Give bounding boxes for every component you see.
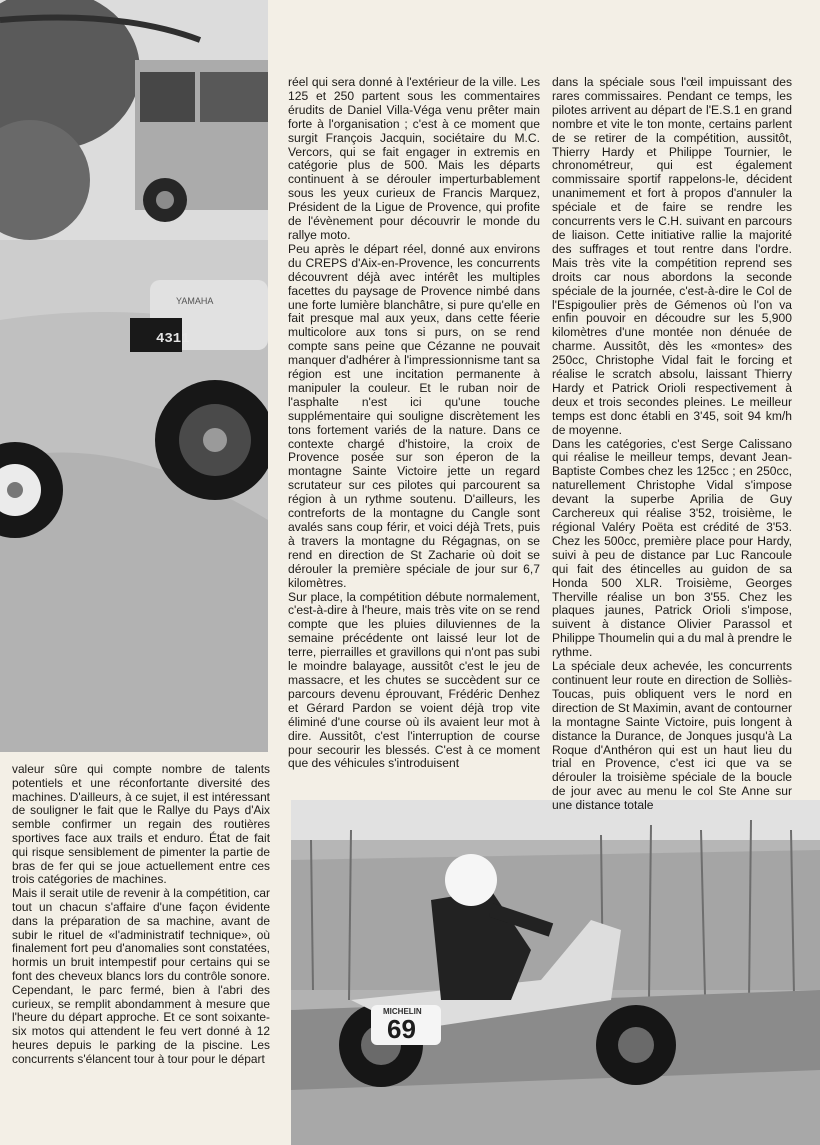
paragraph: Dans les catégories, c'est Serge Calissano qui réalise le meilleur temps, devant Jean-Baptiste Combes chez les 125cc ; en 250cc, naturellement Christophe Vidal s'impose devant la superbe Aprilia de Guy Carchereux qui réalise 3'52, troisième, le régional Valéry Poëta est crédité de 3'53. Chez les 500cc, première place pour Hardy, suivi à peu de distance par Luc Rancoule qui fait des étincelles au guidon de sa Honda 500 XLR. Troisième, Georges Therville réalise un bon 3'55. Chez les plaques jaunes, Patrick Orioli s'impose, suivent à distance Olivier Parassol et Philippe Thoumelin qui a du mal à prendre le rythme. [552, 436, 792, 660]
paragraph: réel qui sera donné à l'extérieur de la ville. Les 125 et 250 partent sous les commentaires érudits de Daniel Villa-Véga venu prêter main forte à l'organisation ; c'est à ce moment que surgit François Jacquin, sociétaire du M.C. Vercors, qui se fait engager in extremis en catégorie plus de 500. Mais les départs continuent à se dérouler imperturbablement sous les yeux curieux de Francis Marquez, Président de la Ligue de Provence, qui profite de l'évènement pour découvrir le monde du rallye moto. [288, 75, 540, 242]
photo-parked-motorcycles [0, 0, 268, 752]
article-column-middle [288, 76, 540, 771]
paragraph: Sur place, la compétition débute normalement, c'est-à-dire à l'heure, mais très vite on se rend compte que les pluies diluviennes de la semaine précédente ont laissé leur lot de terre, pierrailles et gravillons qui n'ont pas subi le moindre balayage, aussitôt c'est le jeu de massacre, et les chutes se succèdent sur ce parcours devenu éprouvant, Frédéric Denhez et Gérard Pardon se voient déjà trop vite éliminé d'une course où ils avaient leur mot à dire. Aussitôt, c'est l'interruption de course pour secourir les blessés. C'est à ce moment que des véhicules s'introduisent [288, 589, 540, 771]
photo-rider-number-69 [291, 800, 820, 1145]
article-column-left [12, 763, 270, 1067]
paragraph: Mais il serait utile de revenir à la compétition, car tout un chacun s'affaire d'une façon évidente dans la préparation de sa machine, avant de subir le rituel de «l'administratif technique», où finalement fort peu d'anomalies sont constatées, hormis un bruit intempestif pour certains qui se font des cheveux blancs lors du contrôle sonore. Cependant, le parc fermé, bien à l'abri des curieux, se remplit abondamment à mesure que l'heure du départ approche. Et ce sont soixante-six motos qui attendent le feu vert donné à 12 heures depuis le parking de la piscine. Les concurrents s'élancent tour à tour pour le départ [12, 886, 270, 1066]
paragraph: dans la spéciale sous l'œil impuissant des rares commissaires. Pendant ce temps, les pilotes arrivent au départ de l'E.S.1 en grand nombre et vite le ton monte, certains parlent de se retirer de la compétition, aussitôt, Thierry Hardy et Philippe Tournier, le chronométreur, qui est également commissaire sportif rappelons-le, décident unanimement et fort à propos d'annuler la spéciale et de faire se rendre les concurrents vers le C.H. suivant en parcours de liaison. Cette initiative rallie la majorité des suffrages et tout rentre dans l'ordre. Mais très vite la compétition reprend ses droits car nous abordons la seconde spéciale de la journée, c'est-à-dire le Col de l'Espigoulier près de Gémenos où l'on va enfin pouvoir en découdre sur les 5,900 kilomètres d'une montée non dénuée de charme. Aussitôt, dès les «montes» des 250cc, Christophe Vidal fait le forcing et réalise le scratch absolu, laissant Thierry Hardy et Patrick Orioli respectivement à deux et trois secondes pleines. Le meilleur temps est donc établi en 3'45, soit 94 km/h de moyenne. [552, 75, 792, 437]
paragraph: Peu après le départ réel, donné aux environs du CREPS d'Aix-en-Provence, les concurrents découvrent déjà avec intérêt les multiples facettes du paysage de Provence nimbé dans une forte lumière blanchâtre, si pure qu'elle en fait presque mal aux yeux, dans cette féerie multicolore aux tons si purs, on se rend compte sans peine que Cézanne ne pouvait manquer d'adhérer à l'impressionnisme tant sa région est une incitation permanente à manipuler la couleur. Et le ruban noir de l'asphalte n'est ici qu'une touche supplémentaire qui souligne discrètement les tons fortement variés de la nature. Dans ce contexte chargé d'histoire, la croix de Provence posée sur son éperon de la montagne Sainte Victoire jette un regard scrutateur sur ces pilotes qui parcourent sa région à un rythme soutenu. D'ailleurs, les contreforts de la montagne du Cangle sont avalés sans coup férir, et voici déjà Trets, puis à travers la montagne du Régagnas, on se rend en direction de St Zacharie où doit se dérouler la première spéciale de jour sur 6,7 kilomètres. [288, 241, 540, 590]
yamaha-logo-text: YAMAHA [176, 296, 214, 306]
paragraph: La spéciale deux achevée, les concurrents continuent leur route en direction de Solliès-Toucas, puis obliquent vers le nord en direction de St Maximin, avant de contourner la montagne Sainte Victoire, puis longent à distance la Durance, de Jonques jusqu'à La Roque d'Anthéron qui est un haut lieu du trial en Provence, c'est ici que va se dérouler la troisième spéciale de la boucle de jour avec au menu le col Ste Anne sur une distance totale [552, 659, 792, 813]
bike-number-text: 69 [387, 1014, 416, 1044]
paragraph: valeur sûre qui compte nombre de talents potentiels et une réconfortante diversité des machines. D'ailleurs, à ce sujet, il est intéressant de souligner le fait que le Rallye du Pays d'Aix semble confirmer un regain des routières sportives face aux trails et enduro. État de fait qui risque sensiblement de pimenter la partie de bras de fer qui se joue actuellement entre ces trois catégories de machines. [12, 762, 270, 887]
article-column-right [552, 76, 792, 813]
photo-parked-motorcycles-drawing [0, 0, 268, 752]
photo-rider-drawing [291, 800, 820, 1145]
michelin-sticker-text: MICHELIN [383, 1007, 422, 1016]
plate-text: 4311 [156, 331, 190, 347]
